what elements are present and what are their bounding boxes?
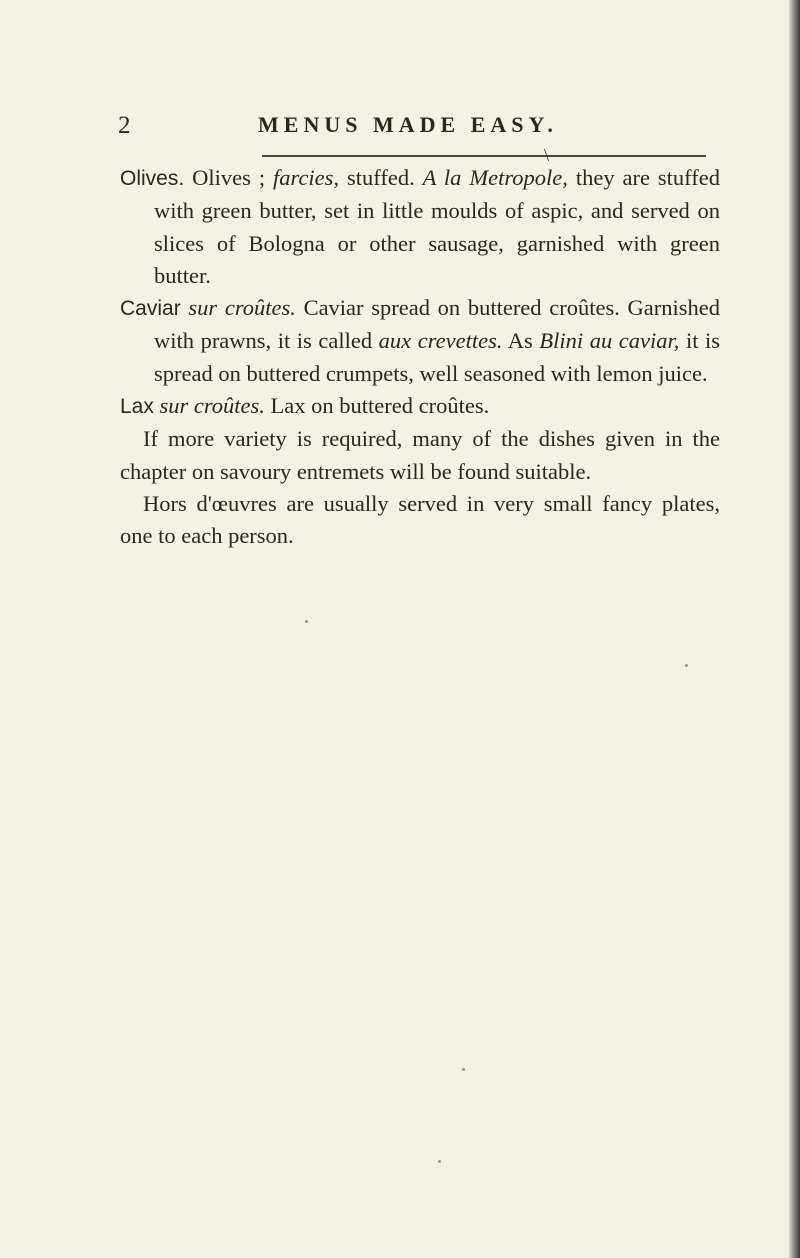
entry-name: Lax <box>120 395 154 419</box>
italic-term: farcies, <box>273 165 340 190</box>
entry-text: Caviar spread on buttered croûtes. Garnished with prawns, it is called <box>154 295 720 354</box>
page-edge-shadow <box>789 0 800 1258</box>
italic-term: sur croûtes. <box>159 393 265 419</box>
entry-text: Lax on buttered croûtes. <box>264 393 490 419</box>
entry-text: Olives ; <box>184 165 274 190</box>
entry-name: Olives. <box>120 167 185 190</box>
entry-body <box>154 165 720 288</box>
entry-name: Caviar <box>120 297 181 321</box>
entry-body <box>154 295 720 386</box>
paragraph-variety: If more variety is required, many of the dishes given in the chapter on savoury entremets will be found suitable. <box>120 426 720 484</box>
italic-term: A la Metropole, <box>422 165 568 190</box>
body-text <box>120 162 720 553</box>
entry-body <box>154 393 489 418</box>
entry-lax <box>120 390 720 423</box>
paper-speck <box>462 1068 465 1071</box>
italic-term: aux crevettes. <box>378 328 503 354</box>
entry-caviar <box>120 292 720 390</box>
entry-text: As <box>502 328 540 354</box>
italic-term: sur croûtes. <box>188 295 296 321</box>
entry-text: stuffed. <box>339 165 423 190</box>
paper-speck <box>438 1160 441 1163</box>
paper-speck <box>685 664 688 667</box>
entry-olives <box>120 162 720 292</box>
entry-text: they are stuffed with green butter, set in little moulds of aspic, and served on slices of Bologna or other sausage, garnished with green butter. <box>154 165 720 288</box>
header-rule <box>262 155 706 157</box>
running-title: MENUS MADE EASY. <box>258 112 558 137</box>
italic-term: Blini au caviar, <box>539 328 680 354</box>
paper-speck <box>305 620 308 623</box>
entry-text: it is spread on buttered crumpets, well seasoned with lemon juice. <box>154 328 721 386</box>
accent-mark: \ <box>544 145 550 165</box>
paragraph-hors-doeuvres: Hors d'œuvres are usually served in very small fancy plates, one to each person. <box>120 490 720 549</box>
page-number: 2 <box>118 112 131 139</box>
